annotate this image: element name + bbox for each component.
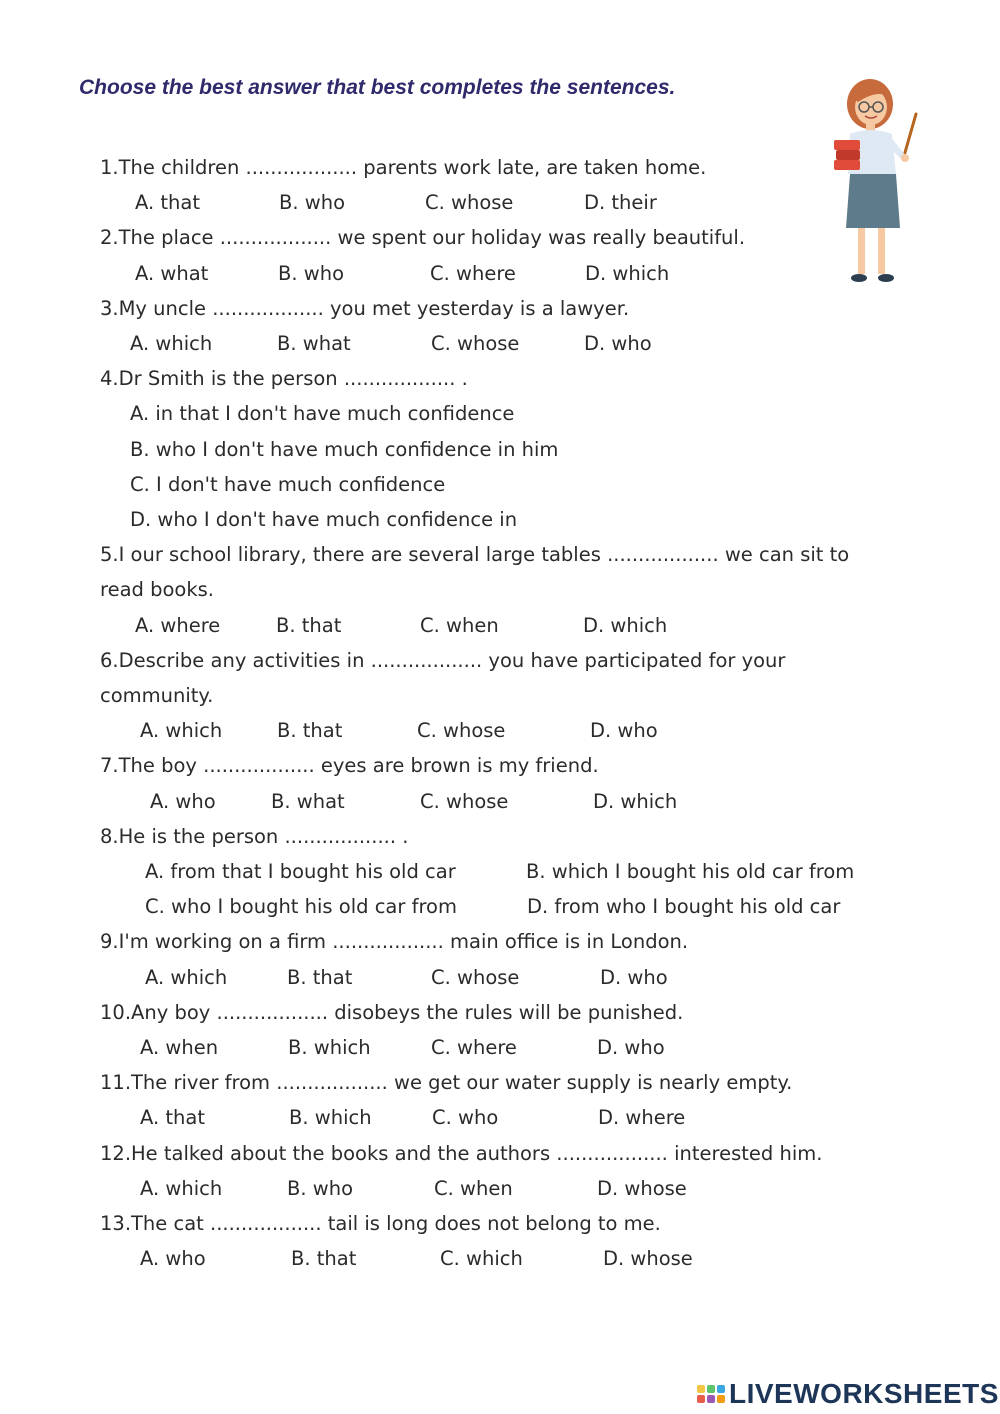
question-10-option-b[interactable]: B. which [288,1036,371,1059]
question-6-text: 6.Describe any activities in .................. you have participated for your [100,648,786,672]
question-9-option-c[interactable]: C. whose [431,965,520,989]
question-3-option-b[interactable]: B. what [277,332,351,355]
question-8-option-a[interactable]: A. from that I bought his old car [145,860,456,883]
question-7-option-d[interactable]: D. which [593,789,678,813]
question-5-option-a[interactable]: A. where [135,613,221,637]
question-4-option-d[interactable]: D. who I don't have much confidence in [130,508,518,531]
question-10-option-a[interactable]: A. when [140,1036,219,1059]
question-7-option-c[interactable]: C. whose [420,789,509,813]
question-12-option-b[interactable]: B. who [287,1176,354,1200]
question-11-option-c[interactable]: C. who [432,1106,499,1130]
question-2-option-a[interactable]: A. what [135,261,209,285]
instructions-title: Choose the best answer that best completes the sentences. [79,76,676,99]
question-4-text: 4.Dr Smith is the person .................. . [100,367,468,391]
footer-brand [697,1374,999,1414]
question-1-option-d[interactable]: D. their [584,191,657,215]
question-6-option-a[interactable]: A. which [140,719,223,743]
question-13-option-c[interactable]: C. which [440,1247,523,1271]
liveworksheets-logo-icon [697,1385,725,1403]
question-8-option-c[interactable]: C. who I bought his old car from [145,895,457,919]
question-9-option-d[interactable]: D. who [600,965,668,989]
question-13-text: 13.The cat .................. tail is long does not belong to me. [100,1212,661,1235]
question-5-option-b[interactable]: B. that [276,613,342,637]
question-4-option-b[interactable]: B. who I don't have much confidence in him [130,437,559,461]
question-11-text: 11.The river from .................. we get our water supply is nearly empty. [100,1071,793,1095]
question-8-option-d[interactable]: D. from who I bought his old car [527,895,841,919]
question-10-option-d[interactable]: D. who [597,1036,665,1059]
question-4-option-c[interactable]: C. I don't have much confidence [130,472,446,496]
question-7-option-b[interactable]: B. what [271,789,345,813]
question-3-text: 3.My uncle .................. you met yesterday is a lawyer. [100,296,630,320]
question-11-option-d[interactable]: D. where [598,1106,686,1130]
teacher-illustration [828,74,924,290]
question-8-option-b[interactable]: B. which I bought his old car from [526,860,855,883]
question-1-option-b[interactable]: B. who [279,191,346,215]
question-3-option-a[interactable]: A. which [130,332,213,355]
question-6-text: community. [100,684,214,707]
question-5-option-c[interactable]: C. when [420,613,499,637]
question-7-option-a[interactable]: A. who [150,789,216,813]
question-3-option-d[interactable]: D. who [584,332,652,355]
question-11-option-b[interactable]: B. which [289,1106,372,1130]
question-6-option-d[interactable]: D. who [590,719,658,743]
question-5-text: 5.I our school library, there are several large tables .................. we can sit to [100,543,850,567]
question-10-text: 10.Any boy .................. disobeys the rules will be punished. [100,1000,684,1024]
brand-name: LIVEWORKSHEETS [729,1378,999,1409]
question-4-option-a[interactable]: A. in that I don't have much confidence [130,402,515,426]
question-8-text: 8.He is the person .................. . [100,824,409,848]
question-12-option-d[interactable]: D. whose [597,1176,687,1200]
question-6-option-c[interactable]: C. whose [417,719,506,743]
question-11-option-a[interactable]: A. that [140,1106,205,1130]
question-5-text: read books. [100,578,215,602]
question-9-option-b[interactable]: B. that [287,965,353,989]
question-6-option-b[interactable]: B. that [277,719,343,743]
question-5-option-d[interactable]: D. which [583,613,668,637]
question-10-option-c[interactable]: C. where [431,1036,517,1059]
question-1-option-c[interactable]: C. whose [425,191,514,215]
question-12-option-c[interactable]: C. when [434,1176,513,1200]
question-1-option-a[interactable]: A. that [135,191,200,215]
question-2-option-c[interactable]: C. where [430,261,516,285]
question-2-option-d[interactable]: D. which [585,261,670,285]
question-13-option-d[interactable]: D. whose [603,1247,693,1271]
question-13-option-a[interactable]: A. who [140,1247,206,1271]
question-12-option-a[interactable]: A. which [140,1176,223,1200]
question-7-text: 7.The boy .................. eyes are brown is my friend. [100,754,599,778]
question-9-text: 9.I'm working on a firm .................. main office is in London. [100,930,689,954]
question-9-option-a[interactable]: A. which [145,965,228,989]
question-3-option-c[interactable]: C. whose [431,332,520,355]
question-1-text: 1.The children .................. parents work late, are taken home. [100,156,707,179]
question-2-option-b[interactable]: B. who [278,261,345,285]
question-13-option-b[interactable]: B. that [291,1247,357,1271]
question-12-text: 12.He talked about the books and the authors .................. interested him. [100,1141,823,1165]
question-2-text: 2.The place .................. we spent our holiday was really beautiful. [100,226,746,250]
